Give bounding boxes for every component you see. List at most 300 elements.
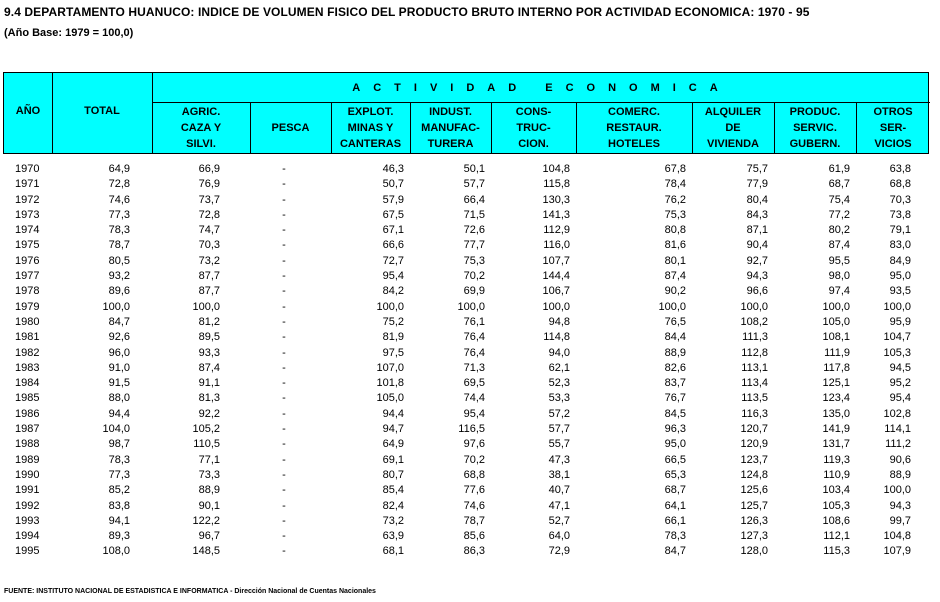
value-cell: 104,8: [883, 530, 911, 543]
header-col-3-line-0: INDUST.: [429, 106, 472, 118]
value-cell: 148,5: [192, 545, 220, 558]
value-cell: 86,3: [463, 545, 485, 558]
year-cell: 1972: [15, 193, 40, 206]
value-cell: 100,0: [542, 300, 570, 313]
value-cell: 76,2: [664, 193, 686, 206]
header-col-8-line-2: VICIOS: [874, 138, 912, 150]
value-cell: -: [282, 468, 286, 481]
year-cell: 1985: [15, 392, 40, 405]
value-cell: 88,9: [664, 346, 686, 359]
table-row: [3, 453, 929, 468]
year-cell: 1974: [15, 224, 40, 237]
value-cell: -: [282, 545, 286, 558]
value-cell: 67,8: [664, 163, 686, 175]
value-cell: 77,2: [828, 208, 850, 221]
value-cell: 90,6: [889, 453, 911, 466]
table-row: [3, 177, 929, 192]
value-cell: 120,7: [740, 423, 768, 436]
value-cell: 107,7: [542, 254, 570, 267]
year-cell: 1992: [15, 499, 40, 512]
header-col-5-line-0: COMERC.: [608, 106, 660, 118]
year-cell: 1978: [15, 285, 40, 298]
value-cell: -: [282, 392, 286, 405]
value-cell: 75,3: [463, 254, 485, 267]
value-cell: 65,3: [664, 468, 686, 481]
value-cell: 104,0: [102, 423, 130, 436]
year-cell: 1982: [15, 346, 40, 359]
value-cell: 75,7: [746, 163, 768, 175]
value-cell: 88,9: [889, 468, 911, 481]
value-cell: 93,3: [198, 346, 220, 359]
header-col-0-line-0: AGRIC.: [181, 106, 221, 118]
value-cell: 95,0: [889, 270, 911, 283]
value-cell: 90,4: [746, 239, 768, 252]
value-cell: -: [282, 346, 286, 359]
value-cell: -: [282, 331, 286, 344]
value-cell: 81,9: [382, 331, 404, 344]
value-cell: 66,4: [463, 193, 485, 206]
value-cell: 80,5: [108, 254, 130, 267]
value-cell: 102,8: [883, 407, 911, 420]
value-cell: 94,3: [746, 270, 768, 283]
header-col-5-line-2: HOTELES: [608, 138, 660, 150]
value-cell: 46,3: [382, 163, 404, 175]
header-col-2-line-2: CANTERAS: [339, 138, 402, 150]
value-cell: 89,3: [108, 530, 130, 543]
value-cell: 126,3: [740, 514, 768, 527]
header-col-6-line-0: ALQUILER: [704, 106, 762, 118]
header-col-3-line-2: TURERA: [427, 138, 474, 150]
value-cell: 97,4: [828, 285, 850, 298]
value-cell: 97,6: [463, 438, 485, 451]
value-cell: 101,8: [376, 377, 404, 390]
table-row: [3, 162, 929, 177]
value-cell: 116,0: [543, 239, 570, 252]
value-cell: 94,0: [548, 346, 570, 359]
value-cell: 91,0: [108, 361, 130, 374]
value-cell: -: [282, 484, 286, 497]
header-actividad-economica: ACTIVIDAD ECONOMICA: [352, 82, 731, 94]
value-cell: 108,0: [102, 545, 130, 558]
table-row: [3, 422, 929, 437]
year-cell: 1989: [15, 453, 40, 466]
value-cell: -: [282, 300, 286, 313]
table-row: [3, 269, 929, 284]
year-cell: 1975: [15, 239, 40, 252]
header-col-7-line-1: SERVIC.: [793, 122, 837, 134]
value-cell: 68,7: [664, 484, 686, 497]
value-cell: 95,4: [382, 270, 404, 283]
value-cell: 80,7: [382, 468, 404, 481]
value-cell: 71,5: [463, 208, 485, 221]
value-cell: 115,8: [543, 178, 570, 191]
year-cell: 1980: [15, 315, 40, 328]
value-cell: 70,3: [889, 193, 911, 206]
year-cell: 1994: [15, 530, 40, 543]
value-cell: 82,6: [664, 361, 686, 374]
value-cell: -: [282, 438, 286, 451]
value-cell: 100,0: [883, 484, 911, 497]
table-row: [3, 254, 929, 269]
value-cell: 87,7: [198, 270, 220, 283]
value-cell: 103,4: [822, 484, 850, 497]
value-cell: 57,9: [382, 193, 404, 206]
value-cell: 83,7: [664, 377, 686, 390]
value-cell: 97,5: [382, 346, 404, 359]
value-cell: 73,3: [198, 468, 220, 481]
value-cell: 105,3: [883, 346, 911, 359]
value-cell: 135,0: [822, 407, 850, 420]
value-cell: 57,2: [548, 407, 570, 420]
header-total: TOTAL: [84, 105, 120, 117]
value-cell: -: [282, 514, 286, 527]
value-cell: 80,8: [664, 224, 686, 237]
value-cell: 83,0: [889, 239, 911, 252]
value-cell: 141,9: [822, 423, 850, 436]
value-cell: -: [282, 163, 286, 175]
value-cell: 113,1: [741, 361, 768, 374]
value-cell: 99,7: [889, 514, 911, 527]
value-cell: 105,3: [822, 499, 850, 512]
value-cell: 64,9: [382, 438, 404, 451]
value-cell: 61,9: [828, 163, 850, 175]
value-cell: 76,5: [664, 315, 686, 328]
value-cell: 96,7: [198, 530, 220, 543]
value-cell: 87,4: [828, 239, 850, 252]
value-cell: 70,2: [463, 453, 485, 466]
value-cell: 117,8: [823, 361, 850, 374]
value-cell: 111,2: [885, 438, 911, 451]
value-cell: 127,3: [740, 530, 768, 543]
value-cell: -: [282, 178, 286, 191]
header-col-1-line-1: PESCA: [271, 122, 310, 134]
value-cell: 70,2: [463, 270, 485, 283]
value-cell: 116,5: [458, 423, 485, 436]
value-cell: 69,9: [463, 285, 485, 298]
value-cell: 76,4: [463, 346, 485, 359]
value-cell: 80,2: [828, 224, 850, 237]
value-cell: 76,1: [463, 315, 485, 328]
value-cell: 100,0: [822, 300, 850, 313]
table-header: [3, 72, 929, 154]
value-cell: 94,1: [108, 514, 130, 527]
year-cell: 1991: [15, 484, 40, 497]
value-cell: 69,5: [463, 377, 485, 390]
value-cell: -: [282, 254, 286, 267]
value-cell: 100,0: [740, 300, 768, 313]
value-cell: 95,0: [664, 438, 686, 451]
value-cell: 124,8: [740, 468, 768, 481]
value-cell: 81,6: [664, 239, 686, 252]
value-cell: 92,7: [746, 254, 768, 267]
value-cell: 77,7: [463, 239, 485, 252]
value-cell: 73,2: [382, 514, 404, 527]
value-cell: 73,8: [889, 208, 911, 221]
value-cell: 72,9: [548, 545, 570, 558]
value-cell: 141,3: [542, 208, 570, 221]
value-cell: 100,0: [658, 300, 686, 313]
value-cell: 84,7: [108, 315, 130, 328]
value-cell: 100,0: [457, 300, 485, 313]
value-cell: 72,7: [382, 254, 404, 267]
value-cell: 63,8: [889, 163, 911, 175]
value-cell: 112,9: [543, 224, 570, 237]
table-row: [3, 483, 929, 498]
value-cell: 76,4: [463, 331, 485, 344]
year-cell: 1979: [15, 300, 40, 313]
header-col-2-line-1: MINAS Y: [347, 122, 394, 134]
value-cell: 66,1: [664, 514, 686, 527]
value-cell: 80,4: [746, 193, 768, 206]
value-cell: 114,1: [884, 423, 911, 436]
value-cell: 85,2: [108, 484, 130, 497]
value-cell: 96,0: [108, 346, 130, 359]
value-cell: 107,0: [376, 361, 404, 374]
value-cell: 38,1: [548, 468, 570, 481]
value-cell: 130,3: [542, 193, 570, 206]
value-cell: -: [282, 423, 286, 436]
value-cell: 50,7: [382, 178, 404, 191]
year-cell: 1993: [15, 514, 40, 527]
value-cell: 89,6: [108, 285, 130, 298]
value-cell: 123,7: [740, 453, 768, 466]
table-row: [3, 223, 929, 238]
value-cell: 77,3: [108, 208, 130, 221]
table-row: [3, 407, 929, 422]
value-cell: 96,6: [746, 285, 768, 298]
table-row: [3, 468, 929, 483]
header-col-0-line-2: SILVI.: [186, 138, 216, 150]
value-cell: 115,3: [823, 545, 850, 558]
year-cell: 1995: [15, 545, 40, 558]
value-cell: 125,6: [740, 484, 768, 497]
value-cell: 80,1: [664, 254, 686, 267]
value-cell: 90,1: [198, 499, 220, 512]
value-cell: 74,4: [463, 392, 485, 405]
value-cell: 95,9: [889, 315, 911, 328]
value-cell: 73,7: [198, 193, 220, 206]
value-cell: 66,5: [664, 453, 686, 466]
value-cell: 100,0: [102, 300, 130, 313]
value-cell: -: [282, 361, 286, 374]
value-cell: 52,7: [548, 514, 570, 527]
value-cell: -: [282, 285, 286, 298]
value-cell: 89,5: [198, 331, 220, 344]
value-cell: 112,8: [741, 346, 768, 359]
value-cell: 96,3: [664, 423, 686, 436]
table-row: [3, 330, 929, 345]
value-cell: 105,0: [376, 392, 404, 405]
header-col-4-line-1: TRUC-: [516, 122, 551, 134]
value-cell: 68,8: [463, 468, 485, 481]
value-cell: 64,0: [548, 530, 570, 543]
header-col-3-line-1: MANUFAC-: [421, 122, 480, 134]
year-cell: 1977: [15, 270, 40, 283]
value-cell: 112,1: [823, 530, 850, 543]
table-row: [3, 391, 929, 406]
value-cell: 77,3: [108, 468, 130, 481]
value-cell: 95,5: [828, 254, 850, 267]
value-cell: -: [282, 499, 286, 512]
value-cell: 108,2: [740, 315, 768, 328]
header-col-0-line-1: CAZA Y: [180, 122, 222, 134]
value-cell: 52,3: [548, 377, 570, 390]
value-cell: 78,3: [108, 224, 130, 237]
value-cell: 40,7: [548, 484, 570, 497]
table-row: [3, 361, 929, 376]
header-anio: AÑO: [15, 105, 41, 117]
value-cell: -: [282, 224, 286, 237]
source-footer: FUENTE: INSTITUTO NACIONAL DE ESTADISTICA E INFORMATICA - Dirección Nacional de Cuentas Nacionales: [4, 588, 376, 595]
value-cell: 91,1: [198, 377, 220, 390]
header-col-7-line-2: GUBERN.: [789, 138, 841, 150]
value-cell: 87,1: [746, 224, 768, 237]
value-cell: 92,2: [198, 407, 220, 420]
value-cell: 111,3: [742, 331, 768, 344]
value-cell: 98,0: [828, 270, 850, 283]
value-cell: 84,2: [382, 285, 404, 298]
value-cell: 94,8: [548, 315, 570, 328]
value-cell: 100,0: [192, 300, 220, 313]
value-cell: 68,1: [382, 545, 404, 558]
header-col-4-line-2: CION.: [518, 138, 549, 150]
table-row: [3, 529, 929, 544]
value-cell: 95,2: [889, 377, 911, 390]
value-cell: 100,0: [376, 300, 404, 313]
value-cell: 84,9: [889, 254, 911, 267]
value-cell: 75,3: [664, 208, 686, 221]
table-row: [3, 284, 929, 299]
value-cell: 95,4: [463, 407, 485, 420]
value-cell: 105,0: [822, 315, 850, 328]
value-cell: 110,5: [193, 438, 220, 451]
header-col-5-line-1: RESTAUR.: [606, 122, 662, 134]
value-cell: 62,1: [548, 361, 570, 374]
value-cell: 73,2: [198, 254, 220, 267]
value-cell: 94,4: [108, 407, 130, 420]
value-cell: 128,0: [740, 545, 768, 558]
value-cell: 55,7: [548, 438, 570, 451]
table-row: [3, 544, 929, 559]
value-cell: 120,9: [740, 438, 768, 451]
value-cell: 131,7: [822, 438, 850, 451]
value-cell: 74,7: [198, 224, 220, 237]
value-cell: 84,3: [746, 208, 768, 221]
value-cell: 94,4: [382, 407, 404, 420]
header-col-8-line-1: SER-: [879, 122, 907, 134]
value-cell: 67,5: [382, 208, 404, 221]
value-cell: 77,6: [463, 484, 485, 497]
value-cell: 84,7: [664, 545, 686, 558]
value-cell: -: [282, 239, 286, 252]
value-cell: 72,6: [463, 224, 485, 237]
value-cell: 98,7: [108, 438, 130, 451]
value-cell: 114,8: [543, 331, 570, 344]
table-row: [3, 499, 929, 514]
value-cell: 81,2: [198, 315, 220, 328]
value-cell: 78,3: [108, 453, 130, 466]
value-cell: 74,6: [108, 193, 130, 206]
value-cell: 68,8: [889, 178, 911, 191]
value-cell: 64,9: [108, 163, 130, 175]
table-row: [3, 376, 929, 391]
year-cell: 1981: [15, 331, 40, 344]
value-cell: 93,5: [889, 285, 911, 298]
value-cell: 76,7: [664, 392, 686, 405]
value-cell: -: [282, 407, 286, 420]
value-cell: 108,6: [822, 514, 850, 527]
table-row: [3, 315, 929, 330]
value-cell: 94,7: [382, 423, 404, 436]
year-cell: 1983: [15, 361, 40, 374]
value-cell: 91,5: [108, 377, 130, 390]
header-col-6-line-1: DE: [725, 122, 741, 134]
value-cell: 75,2: [382, 315, 404, 328]
value-cell: 87,4: [664, 270, 686, 283]
value-cell: 92,6: [108, 331, 130, 344]
header-col-6-line-2: VIVIENDA: [707, 138, 759, 150]
table-row: [3, 514, 929, 529]
value-cell: 66,6: [382, 239, 404, 252]
value-cell: 83,8: [108, 499, 130, 512]
value-cell: 47,1: [548, 499, 570, 512]
value-cell: -: [282, 453, 286, 466]
value-cell: 78,7: [463, 514, 485, 527]
value-cell: 116,3: [741, 407, 768, 420]
value-cell: 84,4: [664, 331, 686, 344]
year-cell: 1976: [15, 254, 40, 267]
value-cell: 95,4: [889, 392, 911, 405]
value-cell: 85,4: [382, 484, 404, 497]
value-cell: 77,9: [746, 178, 768, 191]
value-cell: 88,9: [198, 484, 220, 497]
year-cell: 1987: [15, 423, 40, 436]
header-col-2-line-0: EXPLOT.: [347, 106, 394, 118]
value-cell: 72,8: [108, 178, 130, 191]
year-cell: 1973: [15, 208, 40, 221]
table-title: 9.4 DEPARTAMENTO HUANUCO: INDICE DE VOLUMEN FISICO DEL PRODUCTO BRUTO INTERNO POR ACTIVIDAD ECONOMICA: 1970 - 95: [4, 5, 810, 19]
value-cell: 75,4: [828, 193, 850, 206]
value-cell: 81,3: [198, 392, 220, 405]
value-cell: 76,9: [198, 178, 220, 191]
table-subtitle: (Año Base: 1979 = 100,0): [4, 27, 134, 39]
value-cell: 63,9: [382, 530, 404, 543]
value-cell: 78,4: [664, 178, 686, 191]
year-cell: 1984: [15, 377, 40, 390]
value-cell: 85,6: [463, 530, 485, 543]
value-cell: 93,2: [108, 270, 130, 283]
value-cell: 119,3: [823, 453, 850, 466]
value-cell: 78,3: [664, 530, 686, 543]
value-cell: 94,5: [889, 361, 911, 374]
value-cell: 111,9: [824, 346, 850, 359]
header-col-7-line-0: PRODUC.: [789, 106, 841, 118]
year-cell: 1971: [15, 178, 40, 191]
table-body: [3, 162, 929, 560]
value-cell: 87,4: [198, 361, 220, 374]
value-cell: 57,7: [463, 178, 485, 191]
value-cell: 104,7: [883, 331, 911, 344]
value-cell: 67,1: [382, 224, 404, 237]
value-cell: 68,7: [828, 178, 850, 191]
value-cell: 106,7: [542, 285, 570, 298]
value-cell: 84,5: [664, 407, 686, 420]
value-cell: 82,4: [382, 499, 404, 512]
value-cell: 110,9: [823, 468, 850, 481]
header-col-4-line-0: CONS-: [515, 106, 552, 118]
table-row: [3, 300, 929, 315]
value-cell: 47,3: [548, 453, 570, 466]
